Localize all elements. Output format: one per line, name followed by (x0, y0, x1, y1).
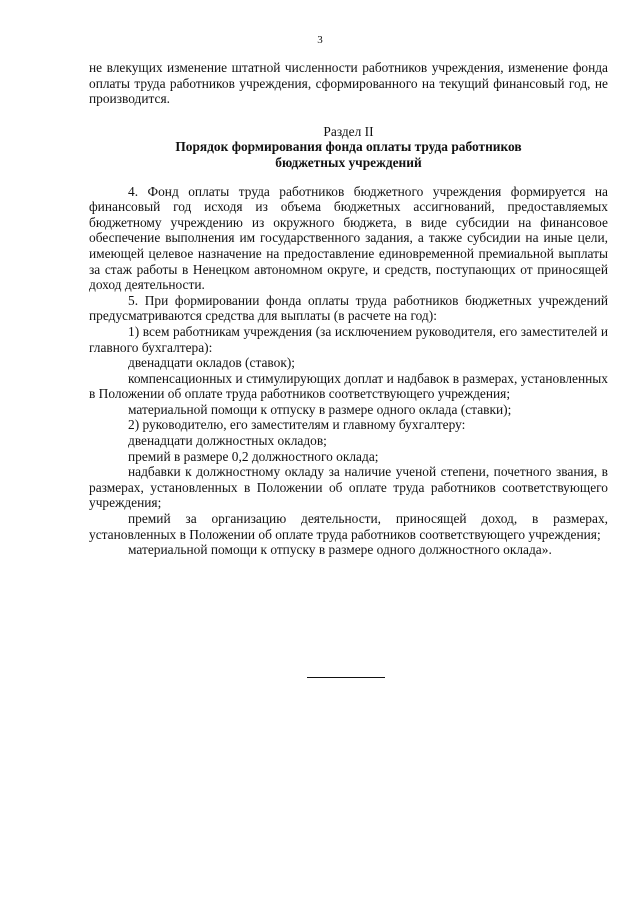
list-item-2c: надбавки к должностному окладу за наличие ученой степени, почетного звания, в размерах, установленных в Положении об оплате труда работников соответствующего учреждения; (89, 464, 608, 511)
page-number: 3 (317, 34, 323, 46)
list-item-2e: материальной помощи к отпуску в размере одного должностного оклада». (128, 542, 552, 558)
list-item-1: 1) всем работникам учреждения (за исключением руководителя, его заместителей и главного бухгалтера): (89, 323, 608, 355)
paragraph-4: 4. Фонд оплаты труда работников бюджетного учреждения формируется на финансовый год исходя из объема бюджетных ассигнований, предоставляемых бюджетному учреждению из окружного бюджета, в виде субсидии на финансовое обеспечение выполнения им государственного задания, а также субсидии на иные цели, имеющей целевое назначение на предоставление единовременной премиальной выплаты за стаж работы в Ненецком автономном округе, и средств, поступающих от приносящей доход деятельности. (89, 183, 608, 293)
list-item-2d: премий за организацию деятельности, приносящей доход, в размерах, установленных в Положении об оплате труда работников соответствующего учреждения; (89, 511, 608, 542)
list-item-1a: двенадцати окладов (ставок); (128, 355, 296, 371)
list-item-2: 2) руководителю, его заместителям и главному бухгалтеру: (128, 417, 466, 433)
paragraph-5: 5. При формировании фонда оплаты труда работников бюджетных учреждений предусматриваются средства для выплаты (в расчете на год): (89, 292, 608, 324)
intro-paragraph: не влекущих изменение штатной численности работников учреждения, изменение фонда оплаты труда работников учреждения, сформированного на текущий финансовый год, не производится. (89, 60, 608, 107)
list-item-2a: двенадцати должностных окладов; (128, 433, 327, 449)
section-label: Раздел II (323, 123, 374, 139)
list-item-1c: материальной помощи к отпуску в размере одного оклада (ставки); (128, 401, 512, 417)
section-heading-line-1: Порядок формирования фонда оплаты труда работников (175, 139, 522, 155)
list-item-2b: премий в размере 0,2 должностного оклада; (128, 448, 379, 464)
end-rule (307, 677, 385, 678)
document-body (89, 60, 608, 558)
list-item-1b: компенсационных и стимулирующих доплат и надбавок в размерах, установленных в Положении об оплате труда работников соответствующего учреждения; (89, 370, 608, 402)
section-heading-line-2: бюджетных учреждений (275, 154, 422, 170)
